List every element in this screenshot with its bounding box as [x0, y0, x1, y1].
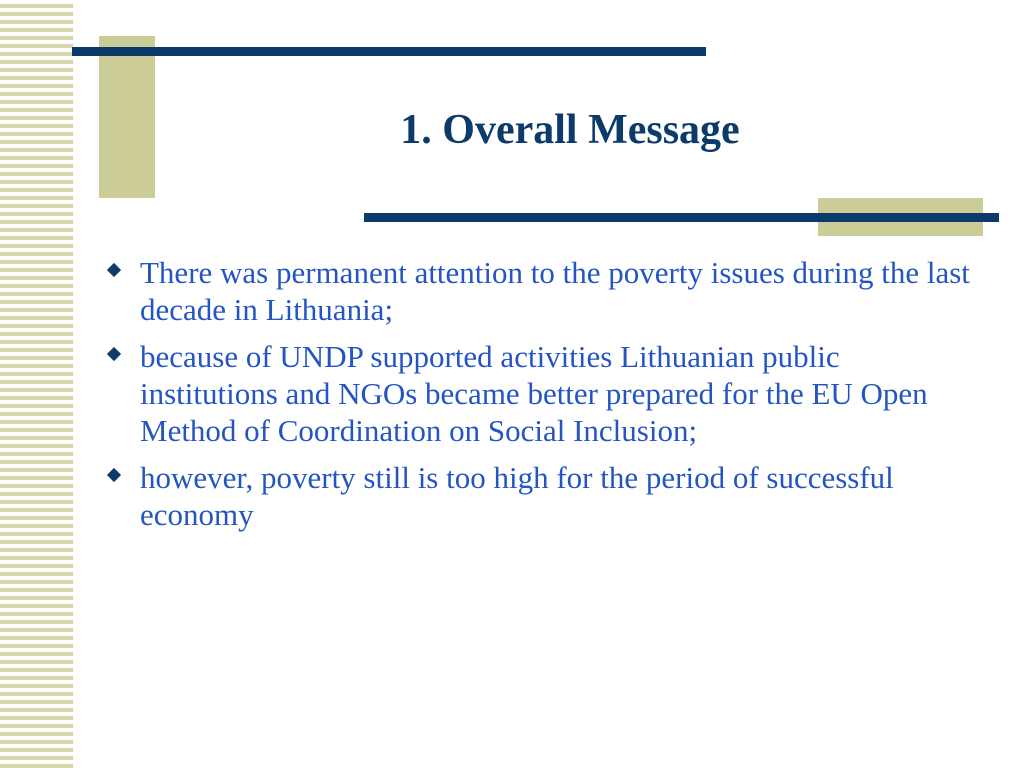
bullet-text-1: There was permanent attention to the poverty issues during the last decade in Lithuania; [140, 255, 970, 327]
bullet-list [104, 254, 984, 543]
slide-title-text: 1. Overall Message [400, 107, 740, 153]
title-rule-bottom [364, 213, 999, 222]
bullet-item-1 [104, 254, 984, 328]
bullet-item-3 [104, 459, 984, 533]
diamond-bullet-icon [107, 263, 121, 277]
bullet-text-2: because of UNDP supported activities Lithuanian public institutions and NGOs became better prepared for the EU Open Method of Coordination on Social Inclusion; [140, 339, 928, 448]
bullet-item-2 [104, 338, 984, 449]
title-rule-top [72, 47, 706, 56]
diamond-bullet-icon [107, 347, 121, 361]
left-stripe-decoration [0, 0, 73, 768]
slide-title [160, 100, 980, 164]
bullet-text-3: however, poverty still is too high for the period of successful economy [140, 460, 894, 532]
title-accent-block-top [99, 36, 155, 198]
diamond-bullet-icon [107, 468, 121, 482]
